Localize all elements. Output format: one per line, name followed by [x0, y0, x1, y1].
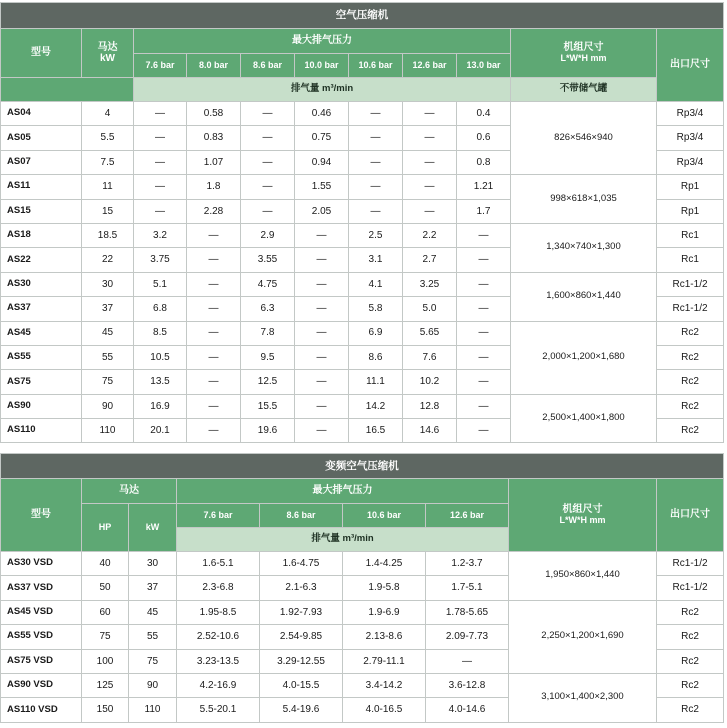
header-pressure: 8.0 bar: [187, 54, 241, 78]
flow-cell: —: [457, 370, 511, 394]
model-cell: AS30 VSD: [1, 552, 82, 576]
flow-cell: 1.8: [187, 175, 241, 199]
flow-cell: 5.0: [403, 297, 457, 321]
flow-cell: —: [349, 126, 403, 150]
motor-kw-cell: 90: [129, 673, 177, 697]
flow-cell: —: [187, 419, 241, 443]
flow-cell: —: [295, 419, 349, 443]
flow-cell: 0.94: [295, 150, 349, 174]
outlet-cell: Rc1: [657, 223, 724, 247]
flow-cell: 6.9: [349, 321, 403, 345]
header-no-tank: 不带储气罐: [511, 78, 657, 102]
flow-cell: —: [349, 102, 403, 126]
header-pressure: 8.6 bar: [260, 504, 343, 528]
motor-kw-cell: 45: [82, 321, 134, 345]
motor-kw-cell: 55: [129, 625, 177, 649]
flow-cell: —: [134, 199, 187, 223]
flow-cell: 1.4-4.25: [343, 552, 426, 576]
header-motor-label: 马达: [97, 41, 118, 53]
flow-cell: 2.54-9.85: [260, 625, 343, 649]
outlet-cell: Rp3/4: [657, 150, 724, 174]
motor-hp-cell: 60: [82, 600, 129, 624]
model-cell: AS45: [1, 321, 82, 345]
model-cell: AS37 VSD: [1, 576, 82, 600]
flow-cell: 4.0-16.5: [343, 698, 426, 722]
header-model: 型号: [1, 29, 82, 78]
motor-kw-cell: 4: [82, 102, 134, 126]
table-row: [1, 102, 724, 126]
flow-cell: 3.4-14.2: [343, 673, 426, 697]
flow-cell: —: [403, 150, 457, 174]
dimensions-cell: 3,100×1,400×2,300: [509, 673, 657, 722]
flow-cell: 8.5: [134, 321, 187, 345]
flow-cell: 3.29-12.55: [260, 649, 343, 673]
flow-cell: 5.4-19.6: [260, 698, 343, 722]
flow-cell: 0.6: [457, 126, 511, 150]
flow-cell: 2.13-8.6: [343, 625, 426, 649]
flow-cell: —: [349, 175, 403, 199]
flow-cell: 3.1: [349, 248, 403, 272]
flow-cell: 5.5-20.1: [177, 698, 260, 722]
model-cell: AS75: [1, 370, 82, 394]
flow-cell: 14.2: [349, 394, 403, 418]
table-row: [1, 600, 724, 624]
flow-cell: 7.8: [241, 321, 295, 345]
header-flow: 排气量 m³/min: [177, 528, 509, 552]
flow-cell: —: [295, 321, 349, 345]
flow-cell: —: [134, 175, 187, 199]
flow-cell: —: [187, 394, 241, 418]
flow-cell: 10.2: [403, 370, 457, 394]
model-cell: AS110: [1, 419, 82, 443]
header-pressure: 8.6 bar: [241, 54, 295, 78]
flow-cell: —: [403, 126, 457, 150]
motor-hp-cell: 100: [82, 649, 129, 673]
flow-cell: 2.2: [403, 223, 457, 247]
header-motor: [82, 29, 134, 78]
flow-cell: 5.1: [134, 272, 187, 296]
flow-cell: 7.6: [403, 345, 457, 369]
model-cell: AS37: [1, 297, 82, 321]
outlet-cell: Rp3/4: [657, 126, 724, 150]
model-cell: AS110 VSD: [1, 698, 82, 722]
header-pressure: 7.6 bar: [134, 54, 187, 78]
header-pressure: 12.6 bar: [403, 54, 457, 78]
flow-cell: —: [295, 394, 349, 418]
dimensions-cell: 1,950×860×1,440: [509, 552, 657, 601]
flow-cell: 1.9-6.9: [343, 600, 426, 624]
flow-cell: —: [295, 345, 349, 369]
header-kw: kW: [129, 504, 177, 552]
flow-cell: —: [241, 126, 295, 150]
header-max-pressure: 最大排气压力: [177, 479, 509, 504]
motor-kw-cell: 75: [129, 649, 177, 673]
outlet-cell: Rc1-1/2: [657, 552, 724, 576]
table-row: [1, 673, 724, 697]
flow-cell: 4.2-16.9: [177, 673, 260, 697]
flow-cell: —: [295, 248, 349, 272]
flow-cell: —: [426, 649, 509, 673]
flow-cell: 4.1: [349, 272, 403, 296]
header-dimensions: [511, 29, 657, 78]
model-cell: AS11: [1, 175, 82, 199]
motor-kw-cell: 18.5: [82, 223, 134, 247]
flow-cell: —: [457, 248, 511, 272]
flow-cell: 1.07: [187, 150, 241, 174]
flow-cell: 1.7-5.1: [426, 576, 509, 600]
flow-cell: 2.52-10.6: [177, 625, 260, 649]
outlet-cell: Rc2: [657, 321, 724, 345]
outlet-cell: Rp1: [657, 199, 724, 223]
flow-cell: 14.6: [403, 419, 457, 443]
flow-cell: 2.3-6.8: [177, 576, 260, 600]
flow-cell: 0.83: [187, 126, 241, 150]
motor-kw-cell: 11: [82, 175, 134, 199]
header-motor-unit: kW: [100, 53, 115, 64]
motor-kw-cell: 30: [129, 552, 177, 576]
dimensions-cell: 826×546×940: [511, 102, 657, 175]
flow-cell: 2.28: [187, 199, 241, 223]
dimensions-cell: 1,340×740×1,300: [511, 223, 657, 272]
header-pressure: 10.6 bar: [343, 504, 426, 528]
motor-kw-cell: 55: [82, 345, 134, 369]
flow-cell: —: [295, 272, 349, 296]
motor-kw-cell: 110: [82, 419, 134, 443]
flow-cell: 1.2-3.7: [426, 552, 509, 576]
flow-cell: 1.55: [295, 175, 349, 199]
flow-cell: 3.25: [403, 272, 457, 296]
flow-cell: 2.05: [295, 199, 349, 223]
header-hp: HP: [82, 504, 129, 552]
flow-cell: 3.2: [134, 223, 187, 247]
flow-cell: 3.75: [134, 248, 187, 272]
outlet-cell: Rp3/4: [657, 102, 724, 126]
flow-cell: —: [295, 223, 349, 247]
header-max-pressure: 最大排气压力: [134, 29, 511, 54]
flow-cell: 2.9: [241, 223, 295, 247]
flow-cell: 19.6: [241, 419, 295, 443]
flow-cell: —: [457, 223, 511, 247]
header-pressure: 7.6 bar: [177, 504, 260, 528]
model-cell: AS05: [1, 126, 82, 150]
model-cell: AS07: [1, 150, 82, 174]
flow-cell: —: [295, 297, 349, 321]
flow-cell: 5.65: [403, 321, 457, 345]
outlet-cell: Rc2: [657, 600, 724, 624]
flow-cell: —: [457, 321, 511, 345]
header-dimensions-unit: L*W*H mm: [559, 515, 606, 525]
flow-cell: 0.58: [187, 102, 241, 126]
flow-cell: —: [403, 175, 457, 199]
flow-cell: 4.75: [241, 272, 295, 296]
flow-cell: —: [241, 102, 295, 126]
flow-cell: 10.5: [134, 345, 187, 369]
motor-kw-cell: 75: [82, 370, 134, 394]
motor-hp-cell: 50: [82, 576, 129, 600]
flow-cell: —: [241, 199, 295, 223]
motor-kw-cell: 30: [82, 272, 134, 296]
flow-cell: —: [187, 297, 241, 321]
flow-cell: 1.7: [457, 199, 511, 223]
dimensions-cell: 2,500×1,400×1,800: [511, 394, 657, 443]
motor-kw-cell: 15: [82, 199, 134, 223]
flow-cell: 3.6-12.8: [426, 673, 509, 697]
flow-cell: 16.5: [349, 419, 403, 443]
motor-hp-cell: 150: [82, 698, 129, 722]
flow-cell: 16.9: [134, 394, 187, 418]
flow-cell: —: [187, 345, 241, 369]
flow-cell: —: [403, 199, 457, 223]
flow-cell: 2.5: [349, 223, 403, 247]
motor-kw-cell: 7.5: [82, 150, 134, 174]
header-model: 型号: [1, 479, 82, 552]
flow-cell: —: [187, 248, 241, 272]
motor-kw-cell: 90: [82, 394, 134, 418]
flow-cell: 9.5: [241, 345, 295, 369]
dimensions-cell: 1,600×860×1,440: [511, 272, 657, 321]
outlet-cell: Rc2: [657, 345, 724, 369]
motor-kw-cell: 37: [129, 576, 177, 600]
outlet-cell: Rc2: [657, 394, 724, 418]
flow-cell: 3.23-13.5: [177, 649, 260, 673]
flow-cell: 12.5: [241, 370, 295, 394]
flow-cell: —: [349, 199, 403, 223]
model-cell: AS55: [1, 345, 82, 369]
model-cell: AS18: [1, 223, 82, 247]
flow-cell: 1.21: [457, 175, 511, 199]
header-dimensions: [509, 479, 657, 552]
flow-cell: —: [187, 272, 241, 296]
fixed-speed-compressor-table: [0, 2, 724, 443]
motor-kw-cell: 22: [82, 248, 134, 272]
motor-hp-cell: 125: [82, 673, 129, 697]
model-cell: AS45 VSD: [1, 600, 82, 624]
flow-cell: —: [457, 419, 511, 443]
outlet-cell: Rc1-1/2: [657, 272, 724, 296]
flow-cell: 4.0-14.6: [426, 698, 509, 722]
flow-cell: 4.0-15.5: [260, 673, 343, 697]
flow-cell: 2.79-11.1: [343, 649, 426, 673]
outlet-cell: Rc1: [657, 248, 724, 272]
flow-cell: 13.5: [134, 370, 187, 394]
outlet-cell: Rc2: [657, 673, 724, 697]
header-pressure: 12.6 bar: [426, 504, 509, 528]
header-pressure: 13.0 bar: [457, 54, 511, 78]
table-row: [1, 394, 724, 418]
table-title: 变频空气压缩机: [1, 454, 724, 479]
flow-cell: —: [457, 297, 511, 321]
flow-cell: —: [457, 272, 511, 296]
flow-cell: 1.78-5.65: [426, 600, 509, 624]
header-pressure: 10.0 bar: [295, 54, 349, 78]
flow-cell: 1.9-5.8: [343, 576, 426, 600]
model-cell: AS04: [1, 102, 82, 126]
flow-cell: 1.92-7.93: [260, 600, 343, 624]
model-cell: AS15: [1, 199, 82, 223]
outlet-cell: Rc1-1/2: [657, 576, 724, 600]
flow-cell: 3.55: [241, 248, 295, 272]
model-cell: AS55 VSD: [1, 625, 82, 649]
flow-cell: 1.95-8.5: [177, 600, 260, 624]
flow-cell: —: [241, 150, 295, 174]
header-spacer: [1, 78, 134, 102]
header-outlet: 出口尺寸: [657, 479, 724, 552]
header-flow: 排气量 m³/min: [134, 78, 511, 102]
flow-cell: 0.46: [295, 102, 349, 126]
outlet-cell: Rc2: [657, 649, 724, 673]
table-title: 空气压缩机: [1, 3, 724, 29]
table-row: [1, 272, 724, 296]
dimensions-cell: 2,000×1,200×1,680: [511, 321, 657, 394]
header-motor: 马达: [82, 479, 177, 504]
model-cell: AS90 VSD: [1, 673, 82, 697]
header-dimensions-label: 机组尺寸: [562, 503, 603, 515]
header-pressure: 10.6 bar: [349, 54, 403, 78]
table-row: [1, 175, 724, 199]
flow-cell: —: [295, 370, 349, 394]
motor-hp-cell: 75: [82, 625, 129, 649]
header-dimensions-unit: L*W*H mm: [560, 53, 607, 63]
flow-cell: —: [457, 394, 511, 418]
motor-hp-cell: 40: [82, 552, 129, 576]
dimensions-cell: 998×618×1,035: [511, 175, 657, 224]
model-cell: AS75 VSD: [1, 649, 82, 673]
table-row: [1, 552, 724, 576]
motor-kw-cell: 37: [82, 297, 134, 321]
flow-cell: 15.5: [241, 394, 295, 418]
flow-cell: —: [187, 223, 241, 247]
table-row: [1, 321, 724, 345]
flow-cell: 8.6: [349, 345, 403, 369]
table-row: [1, 223, 724, 247]
model-cell: AS90: [1, 394, 82, 418]
flow-cell: 1.6-5.1: [177, 552, 260, 576]
outlet-cell: Rc1-1/2: [657, 297, 724, 321]
vsd-compressor-table: [0, 453, 724, 723]
outlet-cell: Rc2: [657, 698, 724, 722]
motor-kw-cell: 110: [129, 698, 177, 722]
flow-cell: 11.1: [349, 370, 403, 394]
flow-cell: 2.7: [403, 248, 457, 272]
header-outlet: 出口尺寸: [657, 29, 724, 102]
flow-cell: 20.1: [134, 419, 187, 443]
flow-cell: 12.8: [403, 394, 457, 418]
motor-kw-cell: 45: [129, 600, 177, 624]
flow-cell: —: [457, 345, 511, 369]
flow-cell: —: [241, 175, 295, 199]
motor-kw-cell: 5.5: [82, 126, 134, 150]
dimensions-cell: 2,250×1,200×1,690: [509, 600, 657, 673]
header-dimensions-label: 机组尺寸: [563, 41, 604, 53]
flow-cell: —: [134, 150, 187, 174]
outlet-cell: Rc2: [657, 625, 724, 649]
flow-cell: 2.1-6.3: [260, 576, 343, 600]
flow-cell: 6.3: [241, 297, 295, 321]
flow-cell: 2.09-7.73: [426, 625, 509, 649]
flow-cell: —: [349, 150, 403, 174]
flow-cell: —: [134, 102, 187, 126]
outlet-cell: Rc2: [657, 370, 724, 394]
flow-cell: 0.8: [457, 150, 511, 174]
flow-cell: 6.8: [134, 297, 187, 321]
model-cell: AS30: [1, 272, 82, 296]
flow-cell: 5.8: [349, 297, 403, 321]
flow-cell: 0.75: [295, 126, 349, 150]
flow-cell: 0.4: [457, 102, 511, 126]
flow-cell: —: [134, 126, 187, 150]
flow-cell: —: [187, 321, 241, 345]
model-cell: AS22: [1, 248, 82, 272]
flow-cell: —: [187, 370, 241, 394]
flow-cell: —: [403, 102, 457, 126]
outlet-cell: Rc2: [657, 419, 724, 443]
outlet-cell: Rp1: [657, 175, 724, 199]
flow-cell: 1.6-4.75: [260, 552, 343, 576]
